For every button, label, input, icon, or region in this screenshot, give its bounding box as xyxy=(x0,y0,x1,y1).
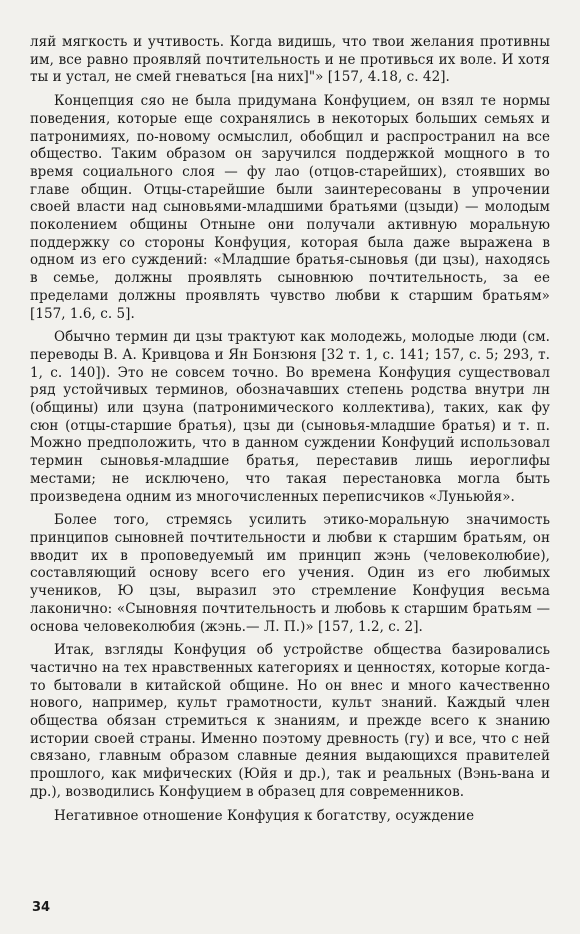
page-number: 34 xyxy=(32,900,51,915)
paragraph-quote-end: ляй мягкость и учтивость. Когда видишь, что твои желания противны им, все равно проявляй почтительность и не противься их воле. И хотя ты и устал, не смей гневаться [на них]"» [157, 4.18, с. 42]. xyxy=(30,34,550,86)
page-body xyxy=(30,34,550,825)
paragraph-di-zi-term: Обычно термин ди цзы трактуют как молодежь, молодые люди (см. переводы В. А. Кривцова и Ян Бонзюня [32 т. 1, с. 141; 157, с. 5; 293, т. 1, с. 140]). Это не совсем точно. Во времена Конфуция существовал ряд устойчивых терминов, обозначавших степень родства внутри лн (общины) или цзуна (патронимического коллектива), таких, как фу сюн (отцы-старшие братья), цзы ди (сыновья-младшие братья) и т. п. Можно предположить, что в данном суждении Конфуций использовал термин сыновья-младшие братья, переставив лишь иероглифы местами; не исключено, что такая перестановка могла быть произведена одним из многочисленных переписчиков «Луньюйя». xyxy=(30,329,550,505)
paragraph-xiao-concept: Концепция сяо не была придумана Конфуцием, он взял те нормы поведения, которые еще сохранялись в некоторых больших семьях и патронимиях, по-новому осмыслил, обобщил и распространил на все общество. Таким образом он заручился поддержкой мощного в то время социального слоя — фу лао (отцов-старейших), стоявших во главе общин. Отцы-старейшие были заинтересованы в упрочении своей власти над сыновьями-младшими братьями (цзыди) — молодым поколением общины Отныне они получали активную моральную поддержку со стороны Конфуция, которая была даже выражена в одном из его суждений: «Младшие братья-сыновья (ди цзы), находясь в семье, должны проявлять сыновнюю почтительность, за ее пределами должны проявлять чувство любви к старшим братьям» [157, 1.6, с. 5]. xyxy=(30,93,550,322)
paragraph-confucius-views: Итак, взгляды Конфуция об устройстве общества базировались частично на тех нравственных категориях и ценностях, которые когда-то бытовали в китайской общине. Но он внес и много качественно нового, например, культ грамотности, культ знаний. Каждый член общества обязан стремиться к знаниям, и прежде всего к знанию истории своей страны. Именно поэтому древность (гу) и все, что с ней связано, главным образом славные деяния выдающихся правителей прошлого, как мифических (Юйя и др.), так и реальных (Вэнь-вана и др.), возводились Конфуцием в образец для современников. xyxy=(30,642,550,800)
paragraph-wealth-attitude: Негативное отношение Конфуция к богатству, осуждение xyxy=(54,807,475,824)
paragraph-ren-principle: Более того, стремясь усилить этико-моральную значимость принципов сыновней почтительности и любви к старшим братьям, он вводит их в проповедуемый им принцип жэнь (человеколюбие), составляющий основу всего его учения. Один из его любимых учеников, Ю цзы, выразил это стремление Конфуция весьма лаконично: «Сыновняя почтительность и любовь к старшим братьям — основа человеколюбия (жэнь.— Л. П.)» [157, 1.2, с. 2]. xyxy=(30,512,550,635)
